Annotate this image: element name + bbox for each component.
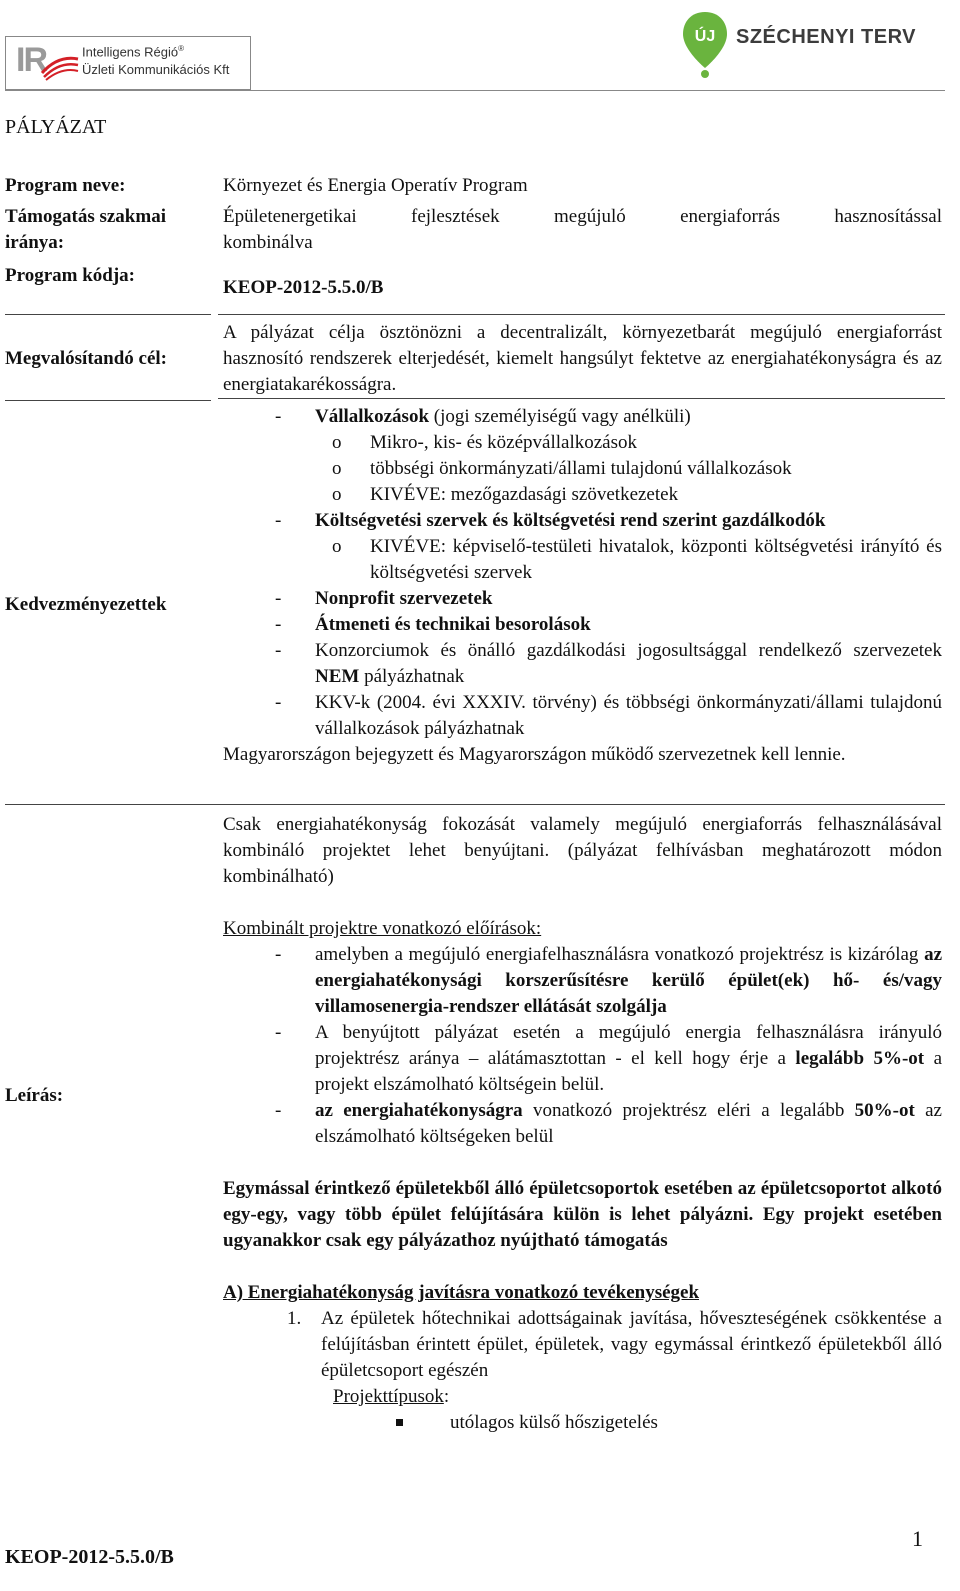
row-divider-full [5,804,945,805]
program-name-value: Környezet és Energia Operatív Program [223,175,528,196]
header-divider [5,90,945,91]
list-item: o Mikro-, kis- és középvállalkozások [332,432,637,453]
row-divider-left-2 [5,400,211,401]
list-item: o KIVÉVE: képviselő-testületi hivatalok, központi költségvetési irányító és költségvetési szervek [332,536,942,583]
ir-company-logo [5,36,251,90]
list-item: - Nonprofit szervezetek [275,588,493,609]
page-number: 1 [912,1526,923,1551]
list-item: - Költségvetési szervek és költségvetési rend szerint gazdálkodók [275,510,826,531]
direction-value [223,204,942,256]
bullet-item: utólagos külső hőszigetelés [223,1410,942,1436]
beneficiaries-label: Kedvezményezettek [5,594,167,615]
list-item: o többségi önkormányzati/állami tulajdonú vállalkozások [332,458,792,479]
goal-value: A pályázat célja ösztönözni a decentralizált, környezetbarát megújuló energiaforrást hasznosító rendszerek elterjedését, kiemelt hangsúlyt fektetve az energiahatékonyságra és az energiatakarékosságra. [223,322,942,395]
list-item: - A benyújtott pályázat esetén a megújuló energia felhasználásra irányuló projektrész aránya – alátámasztottan - el kell hogy érje a legalább 5%-ot a projekt elszámolható költségein belül. [275,1022,943,1095]
direction-label: Támogatás szakmai iránya: [5,206,166,253]
ir-logo-line2: Üzleti Kommunikációs Kft [82,62,230,77]
description-body [223,812,942,1436]
list-item: o KIVÉVE: mezőgazdasági szövetkezetek [332,484,679,505]
page-title: PÁLYÁZAT [5,116,107,138]
project-types-label: Projekttípusok: [333,1386,450,1407]
page-header [0,0,960,92]
program-code-value: KEOP-2012-5.5.0/B [223,277,384,298]
uj-mark: ÚJ [694,28,716,45]
ir-logo-mark: IR [16,41,46,79]
list-item: - Vállalkozások (jogi személyiségű vagy anélküli) [275,406,691,427]
numbered-item: 1. Az épületek hőtechnikai adottságainak javítása, hőveszteségének csökkentése a felújításban érintett épület, épületek, vagy egymással érintkező épületekből álló épületcsoport egészén [287,1308,942,1381]
square-bullet-icon [396,1419,403,1426]
description-label: Leírás: [5,1085,64,1106]
szechenyi-terv-wordmark: SZÉCHENYI TERV [736,26,916,48]
beneficiaries-closing: Magyarországon bejegyzett és Magyarországon működő szervezetnek kell lennie. [223,744,846,765]
list-item: - amelyben a megújuló energiafelhasználásra vonatkozó projektrész is kizárólag az energiahatékonysági korszerűsítésre kerülő épület(ek) hő- és/vagy villamosenergia-rendszer ellátását szolgálja [275,944,942,1017]
szechenyi-terv-logo [680,10,920,82]
list-item: - Konzorciumok és önálló gazdálkodási jogosultsággal rendelkező szervezetek NEM pályázhatnak [275,640,942,687]
ir-logo-line1: Intelligens Régió® [82,44,185,60]
row-divider-right-2 [218,398,945,399]
direction-value-line2: kombinálva [223,232,313,253]
list-item: - KKV-k (2004. évi XXXIV. törvény) és többségi önkormányzati/állami tulajdonú vállalkozások pályázhatnak [275,692,942,739]
list-item: - az energiahatékonyságra vonatkozó projektrész eléri a legalább 50%-ot az elszámolható költségeken belül [275,1100,942,1147]
beneficiaries-list [223,404,942,768]
description-intro: Csak energiahatékonyság fokozását valamely megújuló energiaforrás felhasználásával kombináló projektet lehet benyújtani. (pályázat felhívásban meghatározott módon kombinálható) [223,814,942,887]
building-group-paragraph: Egymással érintkező épületekből álló épületcsoportok esetében az épületcsoportot alkotó egy-egy, vagy több épület felújítására külön is lehet pályázni. Egy projekt esetében ugyanakkor csak egy pályázathoz nyújtható támogatás [223,1178,942,1251]
combined-heading: Kombinált projektre vonatkozó előírások: [223,918,542,939]
program-code-label: Program kódja: [5,265,135,286]
list-item: - Átmeneti és technikai besorolások [275,614,591,635]
row-divider-left [5,314,211,315]
row-divider-right [218,314,945,315]
section-a-heading: A) Energiahatékonyság javításra vonatkozó tevékenységek [223,1282,700,1303]
footer-program-code: KEOP-2012-5.5.0/B [5,1546,174,1568]
uj-pin-icon [680,10,730,80]
ir-swoosh-icon [40,51,80,81]
goal-label: Megvalósítandó cél: [5,348,168,369]
direction-value-line1: Épületenergetikai fejlesztések megújuló energiaforrás hasznosítással [223,206,942,227]
program-name-label: Program neve: [5,175,126,196]
